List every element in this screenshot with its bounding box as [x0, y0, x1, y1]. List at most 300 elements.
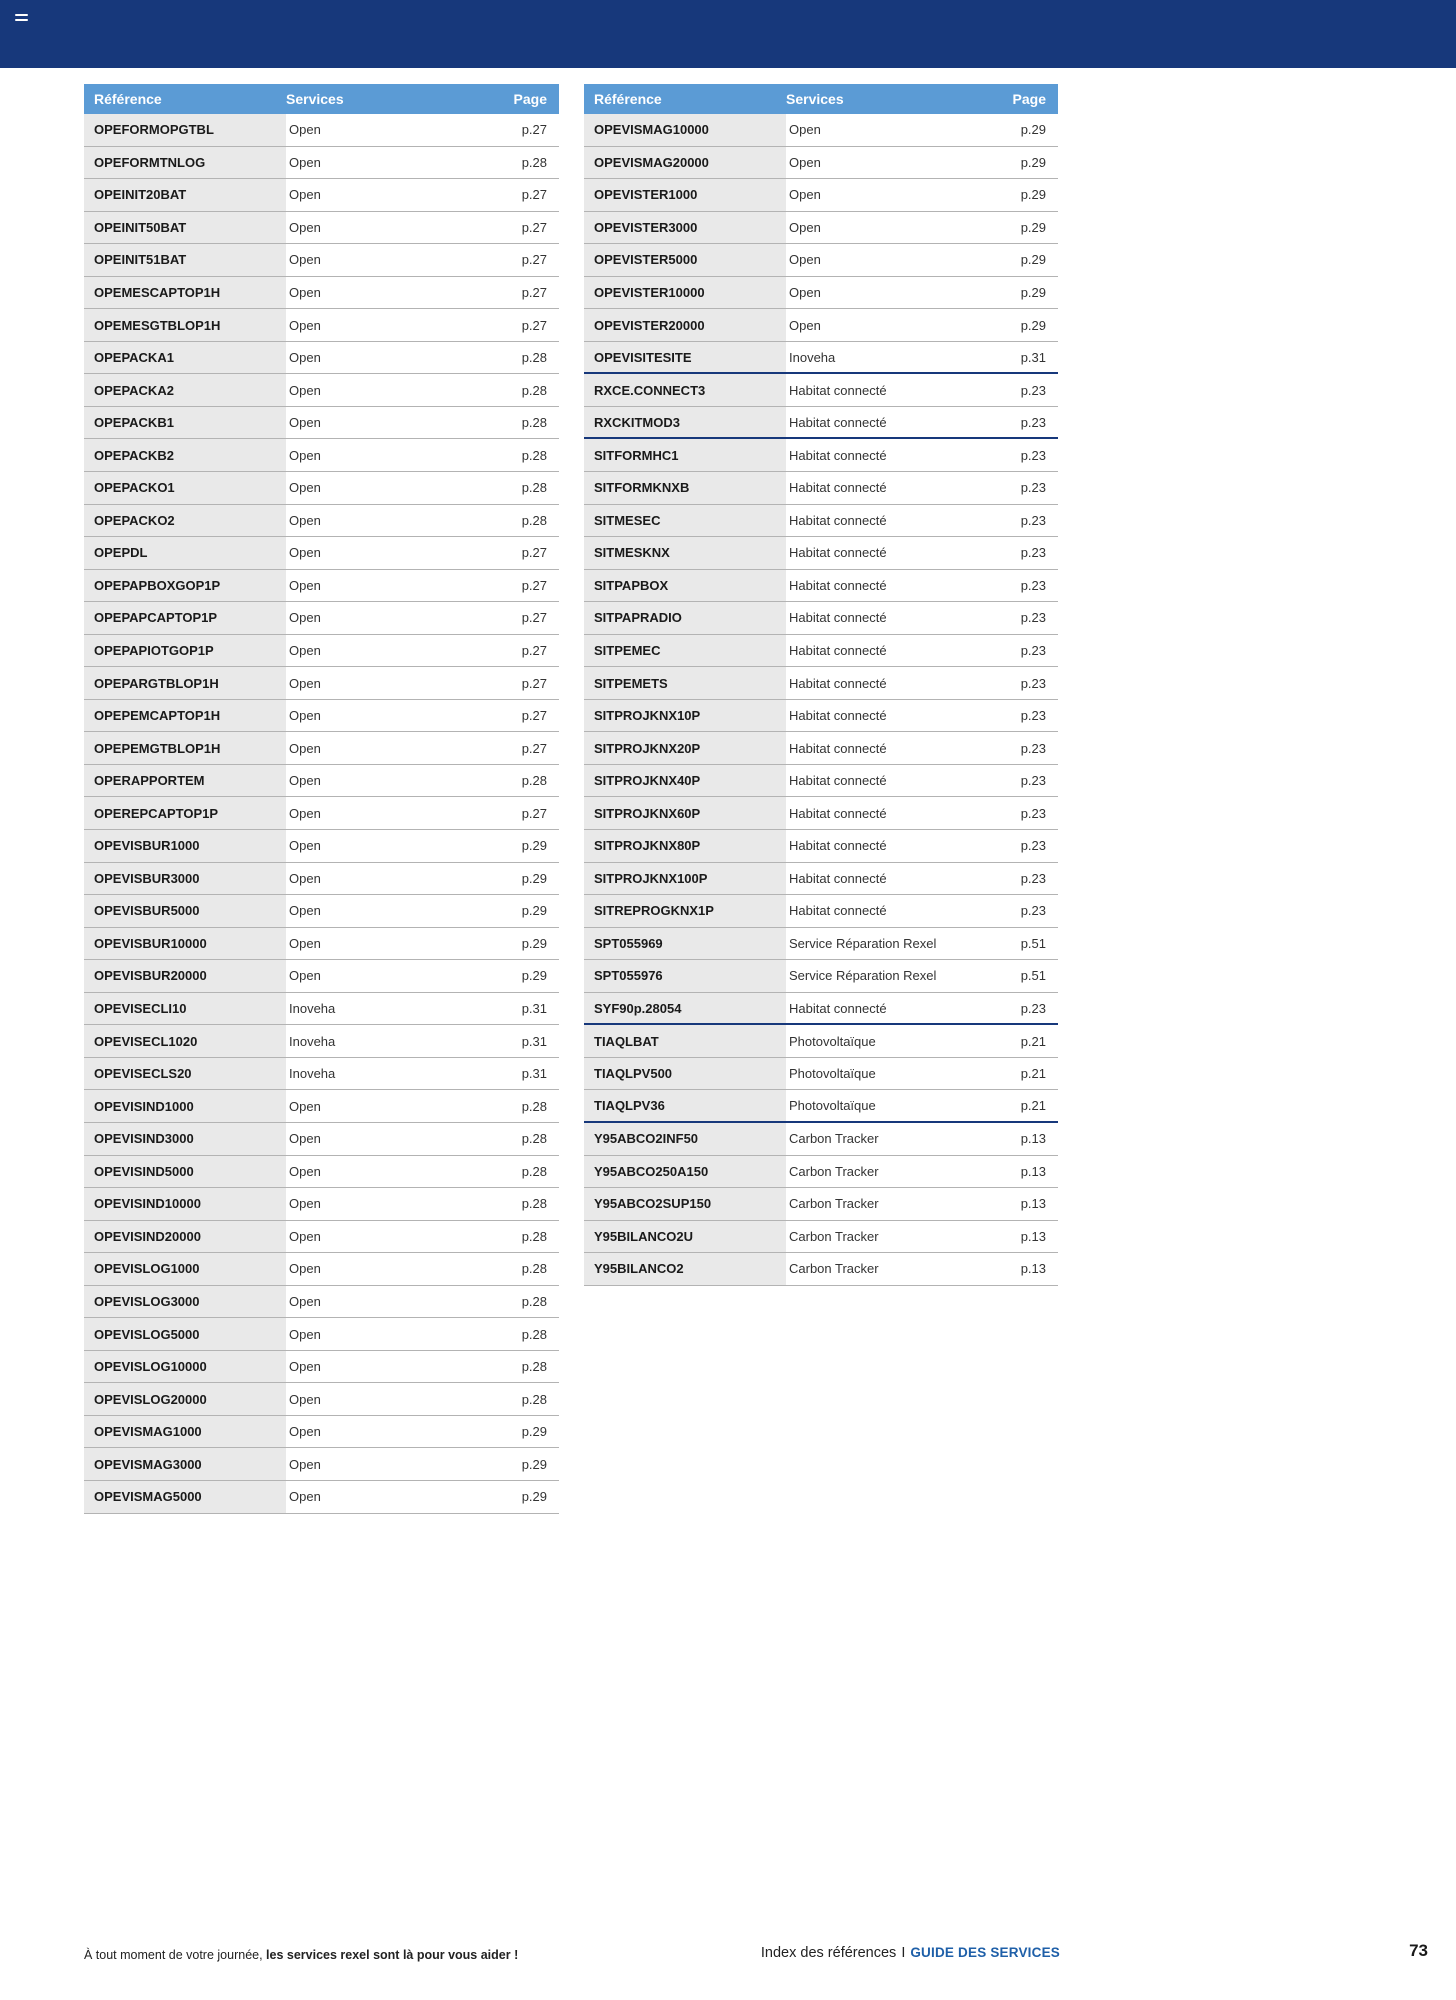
services-cell: Open	[289, 1228, 321, 1244]
services-cell: Habitat connecté	[789, 838, 887, 854]
page-cell: p.31	[521, 1066, 547, 1082]
reference-cell: OPEPAPBOXGOP1P	[84, 570, 286, 602]
page-cell: p.27	[521, 740, 547, 756]
page-cell: p.28	[521, 1228, 547, 1244]
services-cell: Open	[289, 1131, 321, 1147]
page-cell: p.23	[1020, 577, 1046, 593]
reference-cell: OPEMESGTBLOP1H	[84, 309, 286, 341]
services-cell: Habitat connecté	[789, 545, 887, 561]
table-row	[84, 1058, 559, 1091]
services-cell: Habitat connecté	[789, 382, 887, 398]
reference-cell: OPEVISECL1020	[84, 1025, 286, 1057]
services-cell: Carbon Tracker	[789, 1261, 879, 1277]
services-cell: Service Réparation Rexel	[789, 935, 937, 951]
services-cell: Open	[289, 643, 321, 659]
reference-cell: Y95ABCO2INF50	[584, 1123, 786, 1155]
services-cell: Habitat connecté	[789, 512, 887, 528]
table-row	[584, 244, 1058, 277]
table-row	[584, 602, 1058, 635]
table-row	[84, 244, 559, 277]
services-cell: Open	[789, 122, 821, 138]
table-row	[84, 1253, 559, 1286]
table-row	[584, 1221, 1058, 1254]
services-cell: Inoveha	[289, 1066, 336, 1082]
page-cell: p.23	[1020, 545, 1046, 561]
services-cell: Inoveha	[289, 1033, 336, 1049]
services-cell: Open	[289, 1261, 321, 1277]
reference-cell: OPEVISBUR20000	[84, 960, 286, 992]
table-row	[84, 1481, 559, 1514]
reference-cell: TIAQLPV500	[584, 1058, 786, 1090]
page-cell: p.23	[1020, 708, 1046, 724]
footer-tagline	[84, 1948, 518, 1962]
services-cell: Open	[289, 154, 321, 170]
services-cell: Open	[289, 1163, 321, 1179]
table-row	[584, 505, 1058, 538]
services-cell: Habitat connecté	[789, 708, 887, 724]
reference-cell: SITPAPBOX	[584, 570, 786, 602]
reference-cell: Y95BILANCO2U	[584, 1221, 786, 1253]
table-row	[584, 1090, 1058, 1123]
page-cell: p.29	[521, 838, 547, 854]
page-cell: p.28	[521, 382, 547, 398]
table-row	[84, 212, 559, 245]
table-row	[584, 863, 1058, 896]
page-cell: p.23	[1020, 805, 1046, 821]
table-row	[584, 537, 1058, 570]
services-cell: Service Réparation Rexel	[789, 968, 937, 984]
page-cell: p.23	[1020, 903, 1046, 919]
services-cell: Photovoltaïque	[789, 1066, 876, 1082]
table-row	[84, 863, 559, 896]
services-cell: Open	[289, 870, 321, 886]
table-row	[584, 928, 1058, 961]
reference-cell: SITREPROGKNX1P	[584, 895, 786, 927]
table-row	[84, 277, 559, 310]
table-row	[584, 407, 1058, 440]
services-cell: Open	[289, 382, 321, 398]
reference-cell: OPEFORMTNLOG	[84, 147, 286, 179]
services-cell: Carbon Tracker	[789, 1163, 879, 1179]
services-cell: Habitat connecté	[789, 480, 887, 496]
services-cell: Open	[289, 903, 321, 919]
services-cell: Habitat connecté	[789, 773, 887, 789]
page-cell: p.21	[1020, 1098, 1046, 1114]
page-cell: p.31	[521, 1001, 547, 1017]
page-cell: p.29	[1020, 122, 1046, 138]
column-header-reference: Référence	[594, 91, 662, 107]
services-cell: Open	[289, 1489, 321, 1505]
services-cell: Carbon Tracker	[789, 1196, 879, 1212]
reference-cell: OPEPACKA1	[84, 342, 286, 374]
page-cell: p.23	[1020, 643, 1046, 659]
footer-guide-name: GUIDE DES SERVICES	[910, 1945, 1060, 1960]
services-cell: Open	[289, 480, 321, 496]
reference-table-right	[584, 84, 1058, 1286]
services-cell: Inoveha	[289, 1001, 336, 1017]
page-cell: p.23	[1020, 382, 1046, 398]
services-cell: Open	[289, 1456, 321, 1472]
page-cell: p.29	[521, 935, 547, 951]
reference-cell: OPEVISIND3000	[84, 1123, 286, 1155]
reference-cell: SITPROJKNX80P	[584, 830, 786, 862]
services-cell: Open	[789, 285, 821, 300]
page-cell: p.27	[521, 545, 547, 561]
table-row	[84, 993, 559, 1026]
services-cell: Open	[289, 512, 321, 528]
services-cell: Open	[289, 935, 321, 951]
services-cell: Habitat connecté	[789, 805, 887, 821]
table-row	[584, 765, 1058, 798]
reference-cell: OPEPACKB1	[84, 407, 286, 439]
table-row	[584, 309, 1058, 342]
table-row	[584, 700, 1058, 733]
table-row	[584, 830, 1058, 863]
services-cell: Open	[289, 545, 321, 561]
table-row	[584, 342, 1058, 375]
reference-cell: SITPAPRADIO	[584, 602, 786, 634]
page-cell: p.28	[521, 1261, 547, 1277]
table-row	[84, 700, 559, 733]
table-row	[584, 1058, 1058, 1091]
services-cell: Carbon Tracker	[789, 1228, 879, 1244]
page-cell: p.27	[521, 317, 547, 333]
page-cell: p.23	[1020, 773, 1046, 789]
reference-cell: OPEVISLOG5000	[84, 1318, 286, 1350]
reference-cell: OPEVISBUR3000	[84, 863, 286, 895]
table-body	[84, 114, 559, 1514]
reference-cell: OPEVISBUR5000	[84, 895, 286, 927]
page-cell: p.28	[521, 154, 547, 170]
page-cell: p.28	[521, 1293, 547, 1309]
page-cell: p.27	[521, 643, 547, 659]
reference-cell: OPEPEMGTBLOP1H	[84, 732, 286, 764]
footer-section-name: Index des références	[760, 1945, 897, 1961]
reference-cell: OPEVISMAG1000	[84, 1416, 286, 1448]
reference-cell: RXCE.CONNECT3	[584, 374, 786, 406]
page-cell: p.27	[521, 252, 547, 268]
services-cell: Open	[789, 187, 821, 203]
page-cell: p.29	[1020, 317, 1046, 333]
reference-cell: OPEPARGTBLOP1H	[84, 667, 286, 699]
page-cell: p.31	[521, 1033, 547, 1049]
table-row	[84, 537, 559, 570]
services-cell: Habitat connecté	[789, 643, 887, 659]
column-header-reference: Référence	[94, 91, 162, 107]
page-cell: p.28	[521, 415, 547, 431]
reference-cell: OPEVISLOG10000	[84, 1351, 286, 1383]
page-cell: p.13	[1020, 1131, 1046, 1147]
page-number: 73	[1409, 1941, 1428, 1960]
reference-cell: OPEVISLOG20000	[84, 1383, 286, 1415]
table-row	[584, 439, 1058, 472]
services-cell: Open	[289, 187, 321, 203]
reference-cell: OPEVISMAG10000	[584, 114, 786, 146]
reference-cell: SYF90p.28054	[584, 993, 786, 1024]
reference-cell: OPEPAPIOTGOP1P	[84, 635, 286, 667]
table-row	[584, 147, 1058, 180]
page-cell: p.29	[1020, 285, 1046, 300]
services-cell: Habitat connecté	[789, 414, 887, 430]
table-row	[84, 1156, 559, 1189]
table-row	[84, 895, 559, 928]
reference-cell: SITPROJKNX10P	[584, 700, 786, 732]
table-row	[84, 179, 559, 212]
services-cell: Open	[289, 773, 321, 789]
reference-cell: OPEVISECLS20	[84, 1058, 286, 1090]
reference-cell: SITPROJKNX40P	[584, 765, 786, 797]
reference-cell: OPEVISIND5000	[84, 1156, 286, 1188]
page-cell: p.29	[521, 903, 547, 919]
services-cell: Inoveha	[789, 349, 836, 365]
page-cell: p.29	[521, 1489, 547, 1505]
reference-cell: RXCKITMOD3	[584, 407, 786, 438]
table-row	[584, 277, 1058, 310]
reference-cell: SITFORMKNXB	[584, 472, 786, 504]
top-navy-bar	[0, 0, 1456, 68]
column-header-page: Page	[513, 91, 547, 107]
table-row	[84, 960, 559, 993]
table-row	[84, 1286, 559, 1319]
table-row	[84, 570, 559, 603]
table-row	[84, 1090, 559, 1123]
table-row	[84, 147, 559, 180]
reference-cell: Y95BILANCO2	[584, 1253, 786, 1285]
reference-cell: OPEPACKO2	[84, 505, 286, 537]
reference-cell: Y95ABCO250A150	[584, 1156, 786, 1188]
services-cell: Open	[289, 317, 321, 333]
reference-cell: SPT055976	[584, 960, 786, 992]
services-cell: Open	[289, 577, 321, 593]
table-header	[584, 84, 1058, 114]
reference-cell: OPEVISTER10000	[584, 277, 786, 309]
page-cell: p.28	[521, 350, 547, 366]
services-cell: Open	[289, 1293, 321, 1309]
page-cell: p.28	[521, 512, 547, 528]
page-cell: p.28	[521, 1163, 547, 1179]
services-cell: Photovoltaïque	[789, 1033, 876, 1049]
table-row	[84, 342, 559, 375]
services-cell: Open	[289, 805, 321, 821]
table-row	[584, 1123, 1058, 1156]
page-cell: p.28	[521, 1196, 547, 1212]
services-cell: Open	[289, 675, 321, 691]
services-cell: Habitat connecté	[789, 1000, 887, 1016]
column-header-services: Services	[786, 91, 844, 107]
services-cell: Habitat connecté	[789, 870, 887, 886]
page-cell: p.27	[521, 187, 547, 203]
reference-cell: OPEVISECLI10	[84, 993, 286, 1025]
services-cell: Open	[289, 219, 321, 235]
footer-separator: I	[901, 1945, 906, 1961]
table-row	[584, 570, 1058, 603]
page-cell: p.27	[521, 675, 547, 691]
table-header	[84, 84, 559, 114]
table-row	[84, 602, 559, 635]
table-row	[584, 179, 1058, 212]
reference-cell: Y95ABCO2SUP150	[584, 1188, 786, 1220]
table-row	[584, 635, 1058, 668]
services-cell: Open	[289, 1098, 321, 1114]
reference-cell: OPEINIT51BAT	[84, 244, 286, 276]
reference-cell: OPEINIT20BAT	[84, 179, 286, 211]
page-cell: p.27	[521, 610, 547, 626]
page-cell: p.13	[1020, 1196, 1046, 1212]
services-cell: Habitat connecté	[789, 740, 887, 756]
page-cell: p.29	[521, 1424, 547, 1440]
page-cell: p.51	[1020, 935, 1046, 951]
services-cell: Open	[789, 219, 821, 235]
reference-cell: SITFORMHC1	[584, 439, 786, 471]
reference-cell: SITPROJKNX20P	[584, 732, 786, 764]
reference-cell: OPERAPPORTEM	[84, 765, 286, 797]
table-row	[84, 439, 559, 472]
page-cell: p.28	[521, 1098, 547, 1114]
reference-cell: OPEPEMCAPTOP1H	[84, 700, 286, 732]
page-cell: p.21	[1020, 1033, 1046, 1049]
reference-cell: OPEVISTER3000	[584, 212, 786, 244]
services-cell: Open	[289, 740, 321, 756]
page-cell: p.23	[1020, 675, 1046, 691]
services-cell: Carbon Tracker	[789, 1131, 879, 1147]
page-cell: p.23	[1020, 838, 1046, 854]
reference-cell: TIAQLPV36	[584, 1090, 786, 1121]
page-cell: p.28	[521, 480, 547, 496]
page-cell: p.29	[521, 1456, 547, 1472]
table-row	[584, 374, 1058, 407]
reference-cell: OPEVISITESITE	[584, 342, 786, 373]
page-cell: p.23	[1020, 480, 1046, 496]
services-cell: Open	[289, 1424, 321, 1440]
reference-cell: OPEVISTER5000	[584, 244, 786, 276]
table-row	[584, 732, 1058, 765]
page-cell: p.28	[521, 1131, 547, 1147]
reference-table-left	[84, 84, 559, 1514]
page-cell: p.29	[1020, 154, 1046, 170]
table-row	[84, 1383, 559, 1416]
table-row	[84, 1351, 559, 1384]
page-cell: p.28	[521, 1359, 547, 1375]
page-cell: p.27	[521, 577, 547, 593]
table-row	[84, 667, 559, 700]
reference-cell: OPEVISMAG20000	[584, 147, 786, 179]
table-row	[84, 797, 559, 830]
services-cell: Open	[289, 252, 321, 268]
reference-cell: OPEVISLOG1000	[84, 1253, 286, 1285]
table-row	[84, 1318, 559, 1351]
table-row	[84, 635, 559, 668]
page-cell: p.29	[1020, 252, 1046, 268]
page-cell: p.27	[521, 285, 547, 300]
table-row	[84, 505, 559, 538]
table-row	[84, 1221, 559, 1254]
table-row	[84, 1025, 559, 1058]
reference-cell: TIAQLBAT	[584, 1025, 786, 1057]
reference-cell: OPEVISMAG5000	[84, 1481, 286, 1513]
table-row	[84, 830, 559, 863]
table-row	[584, 1156, 1058, 1189]
footer-tagline-regular: À tout moment de votre journée,	[84, 1948, 267, 1962]
table-row	[84, 472, 559, 505]
reference-cell: OPEFORMOPGTBL	[84, 114, 286, 146]
reference-cell: OPEVISIND10000	[84, 1188, 286, 1220]
table-row	[84, 1448, 559, 1481]
page-cell: p.13	[1020, 1261, 1046, 1277]
page-cell: p.23	[1020, 610, 1046, 626]
services-cell: Open	[289, 350, 321, 366]
reference-cell: OPEVISTER1000	[584, 179, 786, 211]
services-cell: Open	[289, 838, 321, 854]
reference-cell: SITMESEC	[584, 505, 786, 537]
hamburger-menu-icon[interactable]	[15, 14, 28, 24]
reference-cell: SITPEMEC	[584, 635, 786, 667]
reference-cell: OPEVISMAG3000	[84, 1448, 286, 1480]
page-cell: p.23	[1020, 870, 1046, 886]
page-cell: p.27	[521, 805, 547, 821]
table-row	[84, 114, 559, 147]
reference-cell: OPEPAPCAPTOP1P	[84, 602, 286, 634]
page-cell: p.29	[1020, 187, 1046, 203]
reference-cell: OPEPACKO1	[84, 472, 286, 504]
table-row	[84, 928, 559, 961]
reference-cell: OPEREPCAPTOP1P	[84, 797, 286, 829]
reference-cell: OPEVISLOG3000	[84, 1286, 286, 1318]
reference-cell: OPEVISIND1000	[84, 1090, 286, 1122]
reference-cell: OPEMESCAPTOP1H	[84, 277, 286, 309]
table-row	[84, 765, 559, 798]
services-cell: Open	[289, 1326, 321, 1342]
page-cell: p.31	[1020, 349, 1046, 365]
table-row	[84, 374, 559, 407]
services-cell: Open	[289, 1359, 321, 1375]
services-cell: Open	[289, 610, 321, 626]
services-cell: Habitat connecté	[789, 675, 887, 691]
page-cell: p.28	[521, 1391, 547, 1407]
reference-cell: OPEVISBUR1000	[84, 830, 286, 862]
table-row	[584, 667, 1058, 700]
services-cell: Open	[789, 252, 821, 268]
services-cell: Habitat connecté	[789, 577, 887, 593]
page-cell: p.23	[1020, 447, 1046, 463]
reference-cell: OPEINIT50BAT	[84, 212, 286, 244]
page-cell: p.27	[521, 708, 547, 724]
table-row	[584, 993, 1058, 1026]
services-cell: Open	[789, 154, 821, 170]
table-row	[584, 212, 1058, 245]
column-header-page: Page	[1012, 91, 1046, 107]
page-cell: p.28	[521, 773, 547, 789]
services-cell: Photovoltaïque	[789, 1098, 876, 1114]
table-row	[84, 1123, 559, 1156]
reference-cell: OPEPDL	[84, 537, 286, 569]
table-row	[584, 960, 1058, 993]
reference-cell: SITPEMETS	[584, 667, 786, 699]
page-cell: p.23	[1020, 414, 1046, 430]
reference-cell: OPEVISTER20000	[584, 309, 786, 341]
services-cell: Open	[289, 285, 321, 300]
services-cell: Open	[289, 447, 321, 463]
reference-cell: OPEVISIND20000	[84, 1221, 286, 1253]
reference-cell: OPEPACKB2	[84, 439, 286, 471]
table-row	[584, 1025, 1058, 1058]
table-row	[84, 309, 559, 342]
page-cell: p.13	[1020, 1163, 1046, 1179]
services-cell: Open	[789, 317, 821, 333]
reference-cell: OPEPACKA2	[84, 374, 286, 406]
table-row	[584, 1188, 1058, 1221]
page-cell: p.13	[1020, 1228, 1046, 1244]
reference-cell: SPT055969	[584, 928, 786, 960]
